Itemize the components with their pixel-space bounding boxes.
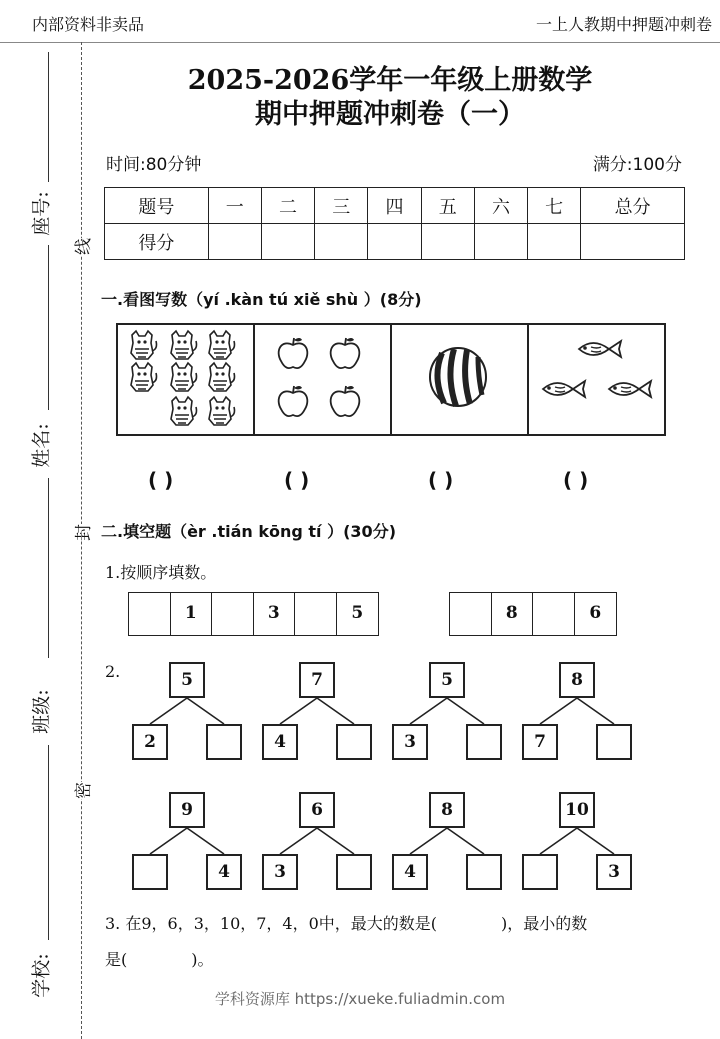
tree-left-box: 4 [392,854,428,890]
score-row-label: 得分 [105,224,209,260]
number-bond-tree [132,662,242,762]
cut-word-seal: 封 [67,524,96,541]
score-header-cell: 一 [208,188,261,224]
full-marks: 满分:100分 [592,155,682,175]
score-header-cell: 四 [368,188,421,224]
sequence-a [128,592,379,636]
score-cell[interactable] [474,224,527,260]
exam-time: 时间:80分钟 [106,155,202,175]
score-cell[interactable] [421,224,474,260]
tree-top-box: 7 [299,662,335,698]
tree-left-box: 2 [132,724,168,760]
sequence-cell[interactable] [533,593,575,635]
answer-paren-2[interactable]: ( ) [284,468,310,492]
school-rule [48,745,49,940]
sequence-cell[interactable] [450,593,492,635]
sequence-cell[interactable] [295,593,337,635]
cat-group [118,325,255,434]
number-bond-tree [262,792,372,892]
school-label: 学校: [30,953,53,998]
exam-subtitle: 期中押题冲刺卷（一） [255,99,525,130]
section2-title: 二.填空题（èr .tián kōng tí ）(30分) [101,522,397,541]
sequence-cell: 1 [171,593,213,635]
tree-top-box: 5 [169,662,205,698]
q2-number: 2. [105,662,121,681]
sequence-cell: 8 [492,593,534,635]
answer-paren-3[interactable]: ( ) [428,468,454,492]
tree-right-box[interactable] [596,724,632,760]
fish-icon [529,325,664,434]
sequence-b [449,592,617,636]
q1-text: 1.按顺序填数。 [105,563,217,582]
score-table-score-row [105,224,685,260]
header-right-text: 一上人教期中押题冲刺卷 [535,15,712,34]
class-label: 班级: [30,689,53,734]
tree-right-box[interactable] [336,724,372,760]
tree-right-box[interactable] [466,724,502,760]
score-header-cell: 六 [474,188,527,224]
score-header-cell: 七 [528,188,581,224]
score-header-cell: 三 [315,188,368,224]
footer-watermark: 学科资源库 https://xueke.fuliadmin.com [214,990,506,1008]
score-table [104,187,685,260]
score-table-header-row [105,188,685,224]
score-cell[interactable] [261,224,314,260]
header-left-text: 内部资料非卖品 [32,15,145,34]
apple-icon [255,325,390,434]
score-cell[interactable] [368,224,421,260]
apple-group [255,325,392,434]
tree-top-box: 10 [559,792,595,828]
fish-group [529,325,664,434]
sequence-cell[interactable] [212,593,254,635]
tree-right-box: 4 [206,854,242,890]
tree-left-box[interactable] [132,854,168,890]
header-divider [0,42,720,43]
answer-paren-4[interactable]: ( ) [563,468,589,492]
answer-paren-1[interactable]: ( ) [148,468,174,492]
class-rule [48,478,49,658]
q3-text-line2: 是( )。 [105,950,214,969]
tree-top-box: 5 [429,662,465,698]
exam-title: 2025-2026学年一年级上册数学 [187,65,593,96]
score-header-cell: 二 [261,188,314,224]
tree-left-box: 7 [522,724,558,760]
cat-icon [118,325,253,434]
tree-left-box: 3 [262,854,298,890]
score-cell[interactable] [528,224,581,260]
score-header-cell: 题号 [105,188,209,224]
tree-top-box: 8 [429,792,465,828]
tree-top-box: 8 [559,662,595,698]
seat-label: 座号: [30,191,53,236]
q3-text-line1: 3. 在9，6，3，10，7，4，0中，最大的数是( )，最小的数 [105,914,588,933]
cut-word-secret: 密 [67,782,96,799]
score-cell[interactable] [581,224,685,260]
sequence-cell[interactable] [129,593,171,635]
cut-word-line: 线 [67,238,96,255]
tree-left-box: 3 [392,724,428,760]
tree-right-box[interactable] [206,724,242,760]
seat-rule [48,52,49,182]
tree-right-box[interactable] [466,854,502,890]
picture-box [116,323,666,436]
sequence-cell: 6 [589,603,602,623]
score-cell[interactable] [208,224,261,260]
tree-top-box: 9 [169,792,205,828]
score-header-cell: 五 [421,188,474,224]
number-bond-tree [522,662,632,762]
score-cell[interactable] [315,224,368,260]
number-bond-tree [132,792,242,892]
watermelon-icon [392,325,527,434]
number-bond-tree [392,662,502,762]
tree-top-box: 6 [299,792,335,828]
score-header-cell: 总分 [581,188,685,224]
section1-title: 一.看图写数（yí .kàn tú xiě shù ）(8分) [101,290,422,309]
tree-left-box: 4 [262,724,298,760]
name-rule [48,245,49,410]
sequence-cell: 5 [351,603,364,623]
tree-right-box: 3 [596,854,632,890]
sequence-cell: 3 [254,593,296,635]
tree-right-box[interactable] [336,854,372,890]
watermelon-group [392,325,529,434]
number-bond-tree [262,662,372,762]
number-bond-tree [522,792,632,892]
number-bond-tree [392,792,502,892]
tree-left-box[interactable] [522,854,558,890]
name-label: 姓名: [30,423,53,468]
